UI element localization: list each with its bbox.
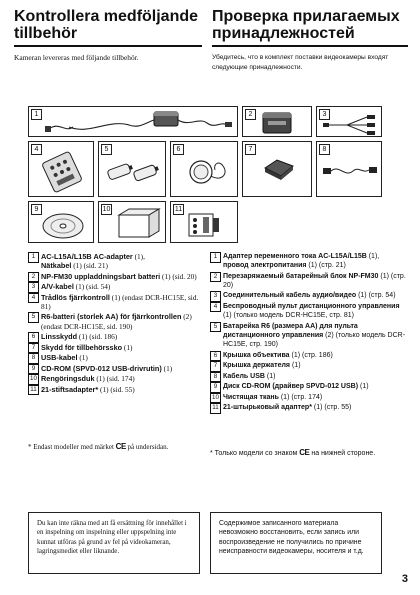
accessory-illustration-grid [28, 106, 382, 243]
illustration-label: 7 [245, 144, 256, 155]
list-item: 3 Соединительный кабель аудио/видео (1) (стр. 54) [210, 291, 406, 300]
list-item: 6 Linsskydd (1) (sid. 186) [28, 332, 208, 341]
illustration-ac-adapter [28, 106, 238, 137]
illustration-usb-cable [316, 141, 382, 197]
illustration-av-cable [316, 106, 382, 137]
illustration-aa-batteries [98, 141, 166, 197]
item-number: 7 [210, 361, 221, 372]
list-item: 11 21-stiftsadapter* (1) (sid. 55) [28, 385, 208, 394]
disclaimer-box-russian: Содержимое записанного материала невозможно восстановить, если запись или воспроизведение не получились по причине неисправности видеокамеры, носителя и т.д. [210, 512, 382, 574]
item-number: 8 [28, 353, 39, 364]
item-number: 9 [28, 364, 39, 375]
illustration-label: 1 [31, 109, 42, 120]
item-number: 1 [28, 252, 39, 263]
illustration-shoe-cover [242, 141, 312, 197]
list-item: 8 USB-kabel (1) [28, 353, 208, 362]
list-item: 2 Перезаряжаемый батарейный блок NP-FM30 (1) (стр. 20) [210, 272, 406, 290]
illustration-label: 4 [31, 144, 42, 155]
list-item: 5 Батарейка R6 (размера AA) для пульта дистанционного управления (2) (только модель DCR-HC15E, стр. 190) [210, 322, 406, 350]
list-item: 8 Кабель USB (1) [210, 372, 406, 381]
item-number: 3 [210, 291, 221, 302]
illustration-label: 6 [173, 144, 184, 155]
list-item: 7 Крышка держателя (1) [210, 361, 406, 370]
item-number: 6 [28, 332, 39, 343]
footnote-russian: * Только модели со знаком CE на нижней стороне. [210, 448, 376, 457]
list-item: 4 Trådlös fjärrkontroll (1) (endast DCR-HC15E, sid. 81) [28, 293, 208, 311]
ce-mark-icon: CE [115, 442, 126, 451]
list-item: 2 NP-FM30 uppladdningsbart batteri (1) (sid. 20) [28, 272, 208, 281]
list-item: 10 Rengöringsduk (1) (sid. 174) [28, 374, 208, 383]
illustration-cd-rom [28, 201, 94, 243]
footnote-swedish: * Endast modeller med märket CE på undersidan. [28, 442, 169, 451]
illustration-label: 8 [319, 144, 330, 155]
item-number: 4 [210, 302, 221, 313]
illustration-remote-control [28, 141, 94, 197]
title-rule-right [212, 45, 408, 47]
list-item: 6 Крышка объектива (1) (стр. 186) [210, 351, 406, 360]
item-number: 8 [210, 372, 221, 383]
item-number: 10 [210, 393, 221, 404]
item-number: 10 [28, 374, 39, 385]
ce-mark-icon: CE [299, 448, 310, 457]
item-number: 5 [28, 312, 39, 323]
item-number: 3 [28, 282, 39, 293]
title-rule-left [14, 45, 202, 47]
item-number: 2 [28, 272, 39, 283]
list-item: 9 CD-ROM (SPVD-012 USB-drivrutin) (1) [28, 364, 208, 373]
illustration-label: 11 [174, 206, 183, 213]
title-swedish: Kontrollera medföljande tillbehör [14, 8, 199, 42]
accessory-list-russian [210, 252, 406, 414]
list-item: 1 Адаптер переменного тока AC-L15A/L15B (1), провод электропитания (1) (стр. 21) [210, 252, 406, 270]
illustration-lens-cap [170, 141, 238, 197]
page-number: 3 [401, 573, 408, 585]
illustration-cleaning-cloth [98, 201, 166, 243]
list-item: 3 A/V-kabel (1) (sid. 54) [28, 282, 208, 291]
list-item: 1 AC-L15A/L15B AC-adapter (1), Nätkabel (1) (sid. 21) [28, 252, 208, 270]
list-item: 4 Беспроводный пульт дистанционного управления (1) (только модель DCR-HC15E, стр. 81) [210, 302, 406, 320]
illustration-label: 2 [245, 109, 256, 120]
item-number: 11 [210, 403, 221, 414]
item-number: 4 [28, 293, 39, 304]
item-number: 5 [210, 322, 221, 333]
disclaimer-box-swedish: Du kan inte räkna med att få ersättning för innehållet i en inspelning om inspelning eller uppspelning inte kunnat utföras på grund av fel på videokameran, lagringsmediet eller liknande. [28, 512, 200, 574]
illustration-label: 9 [31, 204, 42, 215]
accessory-list-swedish [28, 252, 208, 395]
item-number: 9 [210, 382, 221, 393]
list-item: 9 Диск CD-ROM (драйвер SPVD-012 USB) (1) [210, 382, 406, 391]
list-item: 5 R6-batteri (storlek AA) för fjärrkontrollen (2) (endast DCR-HC15E, sid. 190) [28, 312, 208, 330]
illustration-label: 5 [101, 144, 112, 155]
item-number: 1 [210, 252, 221, 263]
item-number: 2 [210, 272, 221, 283]
illustration-battery [242, 106, 312, 137]
intro-swedish: Kameran levereras med följande tillbehör. [14, 53, 139, 62]
illustration-21-pin-adapter [170, 201, 238, 243]
list-item: 7 Skydd för tillbehörssko (1) [28, 343, 208, 352]
illustration-label: 10 [102, 206, 111, 213]
title-russian: Проверка прилагаемых принадлежностей [212, 8, 400, 42]
item-number: 6 [210, 351, 221, 362]
list-item: 10 Чистящая ткань (1) (стр. 174) [210, 393, 406, 402]
intro-russian: Убедитесь, что в комплект поставки видеокамеры входят следующие принадлежности. [212, 54, 389, 71]
item-number: 11 [28, 385, 39, 396]
list-item: 11 21-штырьковый адаптер* (1) (стр. 55) [210, 403, 406, 412]
illustration-label: 3 [319, 109, 330, 120]
item-number: 7 [28, 343, 39, 354]
